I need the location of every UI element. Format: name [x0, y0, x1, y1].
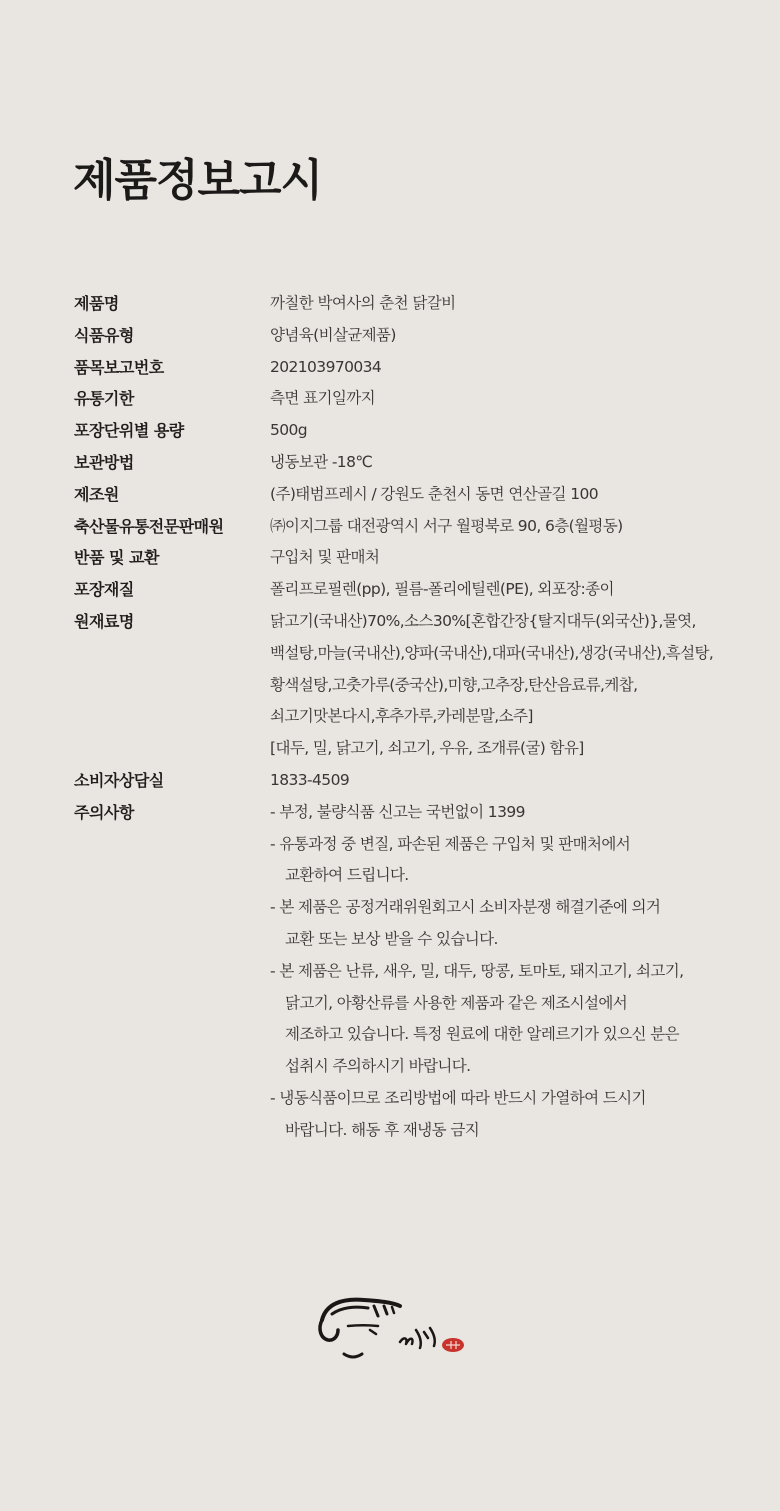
row-value-line: 쇠고기맛본다시,후추가루,카레분말,소주]: [270, 707, 533, 726]
row-value-line: 닭고기(국내산)70%,소스30%[혼합간장{탈지대두(외국산)},물엿,: [270, 611, 696, 630]
row-value-line: 500g: [270, 421, 308, 440]
info-row: [74, 574, 764, 606]
info-row: [74, 542, 764, 574]
row-label: 품목보고번호: [74, 357, 164, 377]
row-value-line: 냉동보관 -18℃: [270, 452, 373, 471]
row-value-line: [대두, 밀, 닭고기, 쇠고기, 우유, 조개류(굴) 함유]: [270, 739, 584, 758]
row-label-notice: 주의사항: [74, 802, 134, 822]
info-row: [74, 415, 764, 447]
row-label: 식품유형: [74, 325, 134, 345]
row-label: 보관방법: [74, 452, 134, 472]
info-row-notice: [74, 797, 764, 1147]
info-row: [74, 479, 764, 511]
row-value-line: 까칠한 박여사의 춘천 닭갈비: [270, 294, 456, 312]
info-row: [74, 606, 764, 765]
row-value-line: 1833-4509: [270, 770, 350, 789]
notice-line: - 본 제품은 난류, 새우, 밀, 대두, 땅콩, 토마토, 돼지고기, 쇠고기,: [270, 961, 684, 980]
info-row: [74, 288, 764, 320]
info-row: [74, 320, 764, 352]
notice-line: - 냉동식품이므로 조리방법에 따라 반드시 가열하여 드시기: [270, 1088, 646, 1107]
product-info-table: [74, 288, 764, 1147]
notice-item: [270, 1083, 764, 1147]
notice-item: [270, 892, 764, 956]
info-row: [74, 511, 764, 543]
notice-item: [270, 956, 764, 1083]
notice-line: 제조하고 있습니다. 특정 원료에 대한 알레르기가 있으신 분은: [285, 1025, 679, 1044]
row-value: [270, 352, 764, 384]
row-value: [270, 479, 764, 511]
row-value-line: (주)태범프레시 / 강원도 춘천시 동면 연산골길 100: [270, 484, 598, 503]
row-label: 포장단위별 용량: [74, 421, 184, 441]
row-value-line: 구입처 및 판매처: [270, 548, 380, 567]
row-value: [270, 765, 764, 797]
row-value: [270, 574, 764, 606]
notice-item: [270, 829, 764, 893]
notice-line: 교환 또는 보상 받을 수 있습니다.: [285, 929, 498, 948]
row-value-line: 202103970034: [270, 357, 382, 376]
row-label: 소비자상담실: [74, 770, 164, 790]
row-value: [270, 288, 764, 320]
info-rows: [74, 288, 764, 797]
notice-line: 교환하여 드립니다.: [285, 866, 409, 885]
row-value-line: 황색설탕,고춧가루(중국산),미향,고추장,탄산음료류,케찹,: [270, 675, 638, 694]
info-row: [74, 383, 764, 415]
row-value: [270, 320, 764, 352]
row-value: [270, 511, 764, 543]
notice-item: [270, 797, 764, 829]
row-value: [270, 447, 764, 479]
info-row: [74, 765, 764, 797]
row-value: [270, 542, 764, 574]
page-title: 제품정보고시: [73, 155, 323, 206]
row-value: [270, 415, 764, 447]
info-row: [74, 447, 764, 479]
row-value: [270, 606, 764, 765]
notice-line: 섭취시 주의하시기 바랍니다.: [285, 1057, 471, 1076]
row-label: 제품명: [74, 294, 119, 313]
row-value-line: 폴리프로필렌(pp), 필름-폴리에틸렌(PE), 외포장:종이: [270, 580, 614, 599]
notice-line: - 부정, 불량식품 신고는 국번없이 1399: [270, 802, 525, 821]
row-label: 제조원: [74, 484, 119, 504]
row-label: 포장재질: [74, 580, 134, 600]
row-label: 축산물유통전문판매원: [74, 516, 224, 536]
row-value-line: 백설탕,마늘(국내산),양파(국내산),대파(국내산),생강(국내산),흑설탕,: [270, 643, 714, 662]
row-value: [270, 383, 764, 415]
row-label: 유통기한: [74, 389, 134, 409]
notice-line: - 유통과정 중 변질, 파손된 제품은 구입처 및 판매처에서: [270, 834, 631, 853]
info-row: [74, 352, 764, 384]
notice-line: - 본 제품은 공정거래위원회고시 소비자분쟁 해결기준에 의거: [270, 898, 661, 917]
notice-line: 바랍니다. 해동 후 재냉동 금지: [285, 1120, 480, 1139]
row-label: 반품 및 교환: [74, 548, 159, 568]
notice-list: [270, 797, 764, 1147]
notice-line: 닭고기, 아황산류를 사용한 제품과 같은 제조시설에서: [285, 993, 628, 1012]
row-value-line: ㈜이지그룹 대전광역시 서구 월평북로 90, 6층(월평동): [270, 516, 623, 535]
row-value-line: 측면 표기일까지: [270, 389, 375, 408]
brand-logo-icon: [312, 1292, 472, 1372]
row-label: 원재료명: [74, 611, 134, 631]
row-value-line: 양념육(비살균제품): [270, 325, 396, 344]
